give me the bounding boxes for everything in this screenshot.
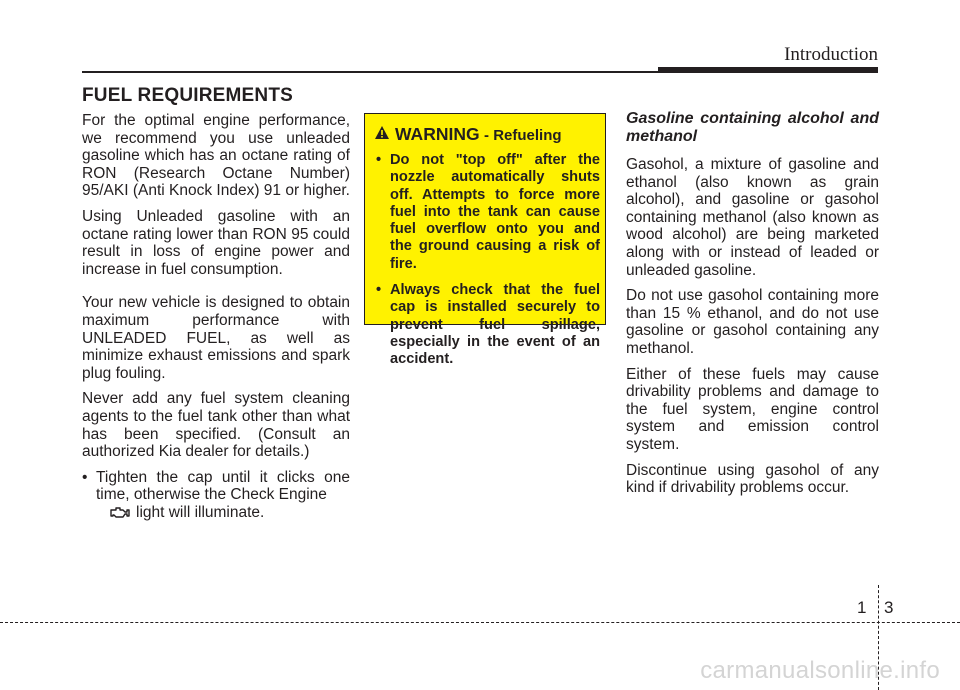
bullet-symbol: •: [376, 152, 382, 168]
bullet-text: Tighten the cap until it clicks one time, otherwise the Check Engine: [96, 468, 350, 504]
paragraph: Never add any fuel system cleaning agents to the fuel tank other than what has been specified. (Consult an authorized Kia dealer for details.): [82, 390, 350, 461]
header-rule: [82, 71, 658, 73]
header-tab-bar: [658, 67, 878, 73]
paragraph: For the optimal engine performance, we recommend you use unleaded gasoline which has an octane rating of RON (Research Octane Number) 95/AKI (Anti Knock Index) 91 or higher.: [82, 112, 350, 200]
bullet-text-after-icon: light will illuminate.: [136, 503, 265, 521]
warning-word: WARNING: [395, 124, 480, 144]
warning-item: [375, 152, 600, 273]
warning-item-text: Do not "top off" after the nozzle automatically shuts off. Attempts to force more fuel into the tank can cause fuel overflow onto you and the ground causing a risk of fire.: [390, 152, 600, 272]
paragraph: Discontinue using gasohol of any kind if drivability problems occur.: [626, 461, 879, 497]
warning-triangle-icon: [374, 125, 390, 140]
paragraph: Do not use gasohol containing more than 15 % ethanol, and do not use gasoline or gasohol containing any methanol.: [626, 287, 879, 357]
bullet-continuation: [96, 504, 350, 522]
left-column: [82, 112, 350, 521]
paragraph: Using Unleaded gasoline with an octane rating lower than RON 95 could result in loss of engine power and increase in fuel consumption.: [82, 207, 350, 278]
check-engine-icon: [110, 505, 130, 519]
paragraph: Your new vehicle is designed to obtain maximum performance with UNLEADED FUEL, as well as minimize exhaust emissions and spark plug fouling.: [82, 294, 350, 382]
paragraph: Gasohol, a mixture of gasoline and ethanol (also known as grain alcohol), and gasoline or gasohol containing methanol (also known as wood alcohol) are being marketed along with or instead of leaded or unleaded gasoline.: [626, 156, 879, 279]
footer-rule: [0, 622, 960, 623]
subheading: Gasoline containing alcohol and methanol: [626, 110, 879, 145]
page-number: 3: [884, 598, 894, 617]
section-title: FUEL REQUIREMENTS: [82, 85, 294, 106]
paragraph: Either of these fuels may cause drivability problems and damage to the fuel system, engine control system and emission control system.: [626, 365, 879, 453]
bullet-symbol: •: [376, 282, 382, 299]
chapter-header: Introduction: [784, 44, 878, 65]
warning-topic: - Refueling: [484, 127, 562, 144]
warning-heading: [395, 124, 562, 145]
watermark[interactable]: carmanualsonline.info: [700, 657, 940, 684]
warning-list: [375, 152, 600, 378]
right-column: [626, 110, 879, 505]
list-item: [82, 469, 350, 522]
warning-item-text: Always check that the fuel cap is installed securely to prevent fuel spillage, especially in the event of an accident.: [390, 282, 600, 368]
chapter-number: 1: [857, 598, 867, 617]
warning-item: [375, 282, 600, 368]
bullet-symbol: •: [82, 468, 88, 486]
warning-box: [364, 113, 606, 368]
